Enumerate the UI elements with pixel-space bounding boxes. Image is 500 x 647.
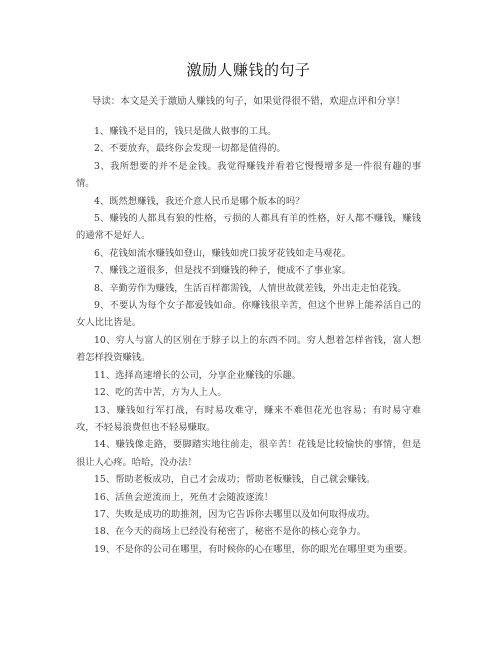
list-item: 6、花钱如流水赚钱如登山，赚钱如虎口拔牙花钱如走马观花。 xyxy=(94,247,351,259)
list-item: 7、赚钱之道很多，但是找不到赚钱的种子，便成不了事业家。 xyxy=(94,265,351,277)
list-item: 19、不是你的公司在哪里，有时候你的心在哪里，你的眼光在哪里更为重要。 xyxy=(94,543,413,555)
list-item: 2、不要放弃，最终你会发现一切都是值得的。 xyxy=(94,143,286,155)
list-item: 15、帮助老板成功，自己才会成功；帮助老板赚钱，自己就会赚钱。 xyxy=(94,474,376,486)
page-title: 激励人赚钱的句子 xyxy=(186,61,311,79)
quote-list xyxy=(76,123,421,558)
list-item: 5、赚钱的人都具有狼的性格，亏损的人都具有羊的性格，好人都不赚钱，赚钱的通常不是好人。 xyxy=(76,213,421,242)
list-item: 10、穷人与富人的区别在于脖子以上的东西不同。穷人想着怎样省钱，富人想着怎样投资赚钱。 xyxy=(76,334,421,364)
list-item: 18、在今天的商场上已经没有秘密了，秘密不是你的核心竞争力。 xyxy=(94,526,367,538)
list-item: 12、吃的苦中苦，方为人上人。 xyxy=(94,387,227,399)
list-item: 9、不要认为每个女子都爱钱如命。你赚钱很辛苦，但这个世界上能养活自己的女人比比皆是。 xyxy=(76,300,421,329)
intro-text: 导读：本文是关于激励人赚钱的句子，如果觉得很不错，欢迎点评和分享！ xyxy=(91,96,406,107)
list-item: 16、活鱼会逆流而上，死鱼才会随波逐流！ xyxy=(94,491,274,503)
list-item: 4、既然想赚钱，我还介意人民币是哪个版本的吗？ xyxy=(94,195,305,207)
list-item: 1、赚钱不是目的，钱只是做人做事的工具。 xyxy=(94,126,277,137)
list-item: 8、辛勤劳作为赚钱，生活百样都需钱，人情世故就差钱，外出走走怕花钱。 xyxy=(94,282,407,294)
list-item: 11、选择高速增长的公司，分享企业赚钱的乐趣。 xyxy=(94,369,302,381)
list-item: 3、我所想要的并不是金钱。我觉得赚钱并看着它慢慢增多是一件很有趣的事情。 xyxy=(76,160,421,190)
list-item: 17、失败是成功的助推剂，因为它告诉你去哪里以及如何取得成功。 xyxy=(94,508,376,520)
list-item: 13、赚钱如行军打战，有时易攻难守，赚来不难但花光也容易；有时易守难攻，不轻易浪费但也不轻易赚取。 xyxy=(76,404,421,433)
list-item: 14、赚钱像走路，要脚踏实地往前走，很辛苦！花钱是比较愉快的事情，但是很让人心疼。哈哈，没办法！ xyxy=(76,439,421,468)
